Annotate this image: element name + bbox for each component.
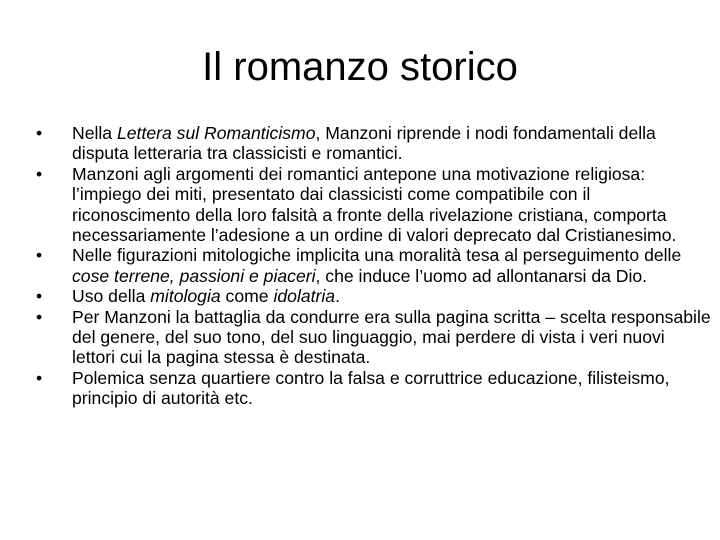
bullet-text: Nella — [72, 123, 117, 143]
bullet-text-italic: cose terrene, passioni e piaceri — [72, 265, 316, 286]
slide-title: Il romanzo storico — [202, 45, 518, 89]
bullet-item — [36, 286, 712, 306]
bullet-item — [36, 245, 712, 286]
bullet-item — [36, 368, 712, 409]
bullet-dot: • — [36, 163, 43, 184]
bullet-text: Manzoni agli argomenti dei romantici antepone una motivazione religiosa: l’impiego dei miti, presentato dai classicisti come compatibile con il riconoscimento della loro falsità a fronte della rivelazione cristiana, comporta necessariamente l’adesione a un ordine di valori deprecato dal Cristianesimo. — [72, 163, 677, 246]
bullet-dot: • — [36, 306, 43, 327]
bullet-item — [36, 123, 712, 164]
bullet-text: come — [220, 286, 274, 307]
bullet-text: . — [335, 286, 340, 307]
bullet-dot: • — [36, 286, 43, 307]
bullet-item — [36, 164, 712, 246]
bullet-text: Per Manzoni la battaglia da condurre era sulla pagina scritta – scelta responsabile del genere, del suo tono, del suo linguaggio, mai perdere di vista i veri nuovi lettori cui la pagina stessa è destinata. — [72, 306, 711, 368]
bullet-text: Polemica senza quartiere contro la falsa e corruttrice educazione, filisteismo, principio di autorità etc. — [72, 367, 670, 409]
bullet-text: Uso della — [72, 286, 151, 307]
bullet-text: , che induce l’uomo ad allontanarsi da Dio. — [315, 265, 648, 286]
bullet-text-italic: mitologia — [150, 286, 221, 307]
bullet-dot: • — [36, 367, 43, 388]
bullet-dot: • — [36, 245, 43, 266]
bullet-text-italic: Lettera sul Romanticismo — [116, 123, 316, 143]
bullet-text: Nelle figurazioni mitologiche implicita una moralità tesa al perseguimento delle — [72, 245, 682, 266]
bullet-text: , Manzoni riprende i nodi fondamentali della disputa letteraria tra classicisti e romantici. — [72, 123, 656, 164]
bullet-dot: • — [36, 123, 43, 143]
bullet-text-italic: idolatria — [273, 286, 336, 307]
bullet-item — [36, 307, 712, 368]
bullet-list — [36, 123, 712, 409]
